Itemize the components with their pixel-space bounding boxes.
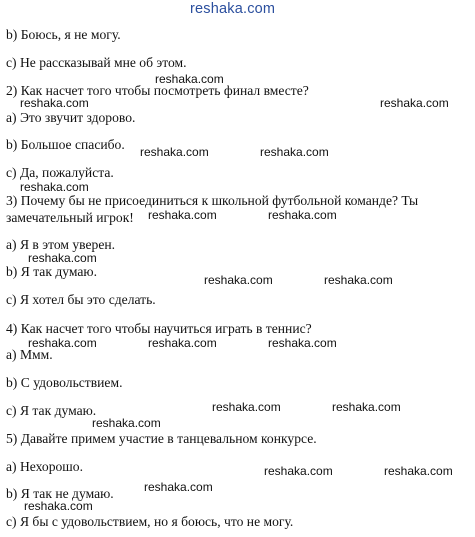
watermark: reshaka.com xyxy=(268,208,337,222)
watermark: reshaka.com xyxy=(384,464,453,478)
watermark: reshaka.com xyxy=(380,96,449,110)
question-5-text: 5) Давайте примем участие в танцевальном конкурсе. xyxy=(6,431,317,446)
question-2-text: 2) Как насчет того чтобы посмотреть финал вместе? xyxy=(6,83,309,98)
watermark: reshaka.com xyxy=(148,336,217,350)
watermark: reshaka.com xyxy=(28,336,97,350)
question-2-option-a: a) Это звучит здорово. xyxy=(6,110,136,125)
question-1-option-b: b) Боюсь, я не могу. xyxy=(6,27,121,42)
watermark: reshaka.com xyxy=(332,400,401,414)
question-4-option-a: a) Ммм. xyxy=(6,347,53,362)
watermark: reshaka.com xyxy=(264,464,333,478)
watermark: reshaka.com xyxy=(155,72,224,86)
watermark: reshaka.com xyxy=(212,400,281,414)
watermark: reshaka.com xyxy=(20,180,89,194)
question-3-text-continued: замечательный игрок! xyxy=(6,210,134,225)
watermark: reshaka.com xyxy=(20,96,89,110)
watermark: reshaka.com xyxy=(148,208,217,222)
watermark: reshaka.com xyxy=(144,480,213,494)
site-watermark-header: reshaka.com xyxy=(190,1,276,17)
question-2-option-b: b) Большое спасибо. xyxy=(6,137,125,152)
question-4-option-b: b) С удовольствием. xyxy=(6,375,123,390)
question-3-text: 3) Почему бы не присоединиться к школьной футбольной команде? Ты xyxy=(6,193,419,208)
question-1-option-c: c) Не рассказывай мне об этом. xyxy=(6,55,187,70)
watermark: reshaka.com xyxy=(92,416,161,430)
question-5-option-c: c) Я бы с удовольствием, но я боюсь, что не могу. xyxy=(6,514,294,529)
question-3-option-c: c) Я хотел бы это сделать. xyxy=(6,292,156,307)
question-3-option-a: a) Я в этом уверен. xyxy=(6,237,116,252)
watermark: reshaka.com xyxy=(260,145,329,159)
watermark: reshaka.com xyxy=(28,251,97,265)
watermark: reshaka.com xyxy=(268,336,337,350)
question-4-text: 4) Как насчет того чтобы научиться играть в теннис? xyxy=(6,321,312,336)
watermark: reshaka.com xyxy=(140,145,209,159)
question-4-option-c: c) Я так думаю. xyxy=(6,403,97,418)
watermark: reshaka.com xyxy=(204,273,273,287)
question-5-option-b: b) Я так не думаю. xyxy=(6,486,114,501)
watermark: reshaka.com xyxy=(324,273,393,287)
watermark: reshaka.com xyxy=(24,499,93,513)
question-5-option-a: a) Нехорошо. xyxy=(6,459,83,474)
question-2-option-c: c) Да, пожалуйста. xyxy=(6,165,114,180)
question-3-option-b: b) Я так думаю. xyxy=(6,264,97,279)
